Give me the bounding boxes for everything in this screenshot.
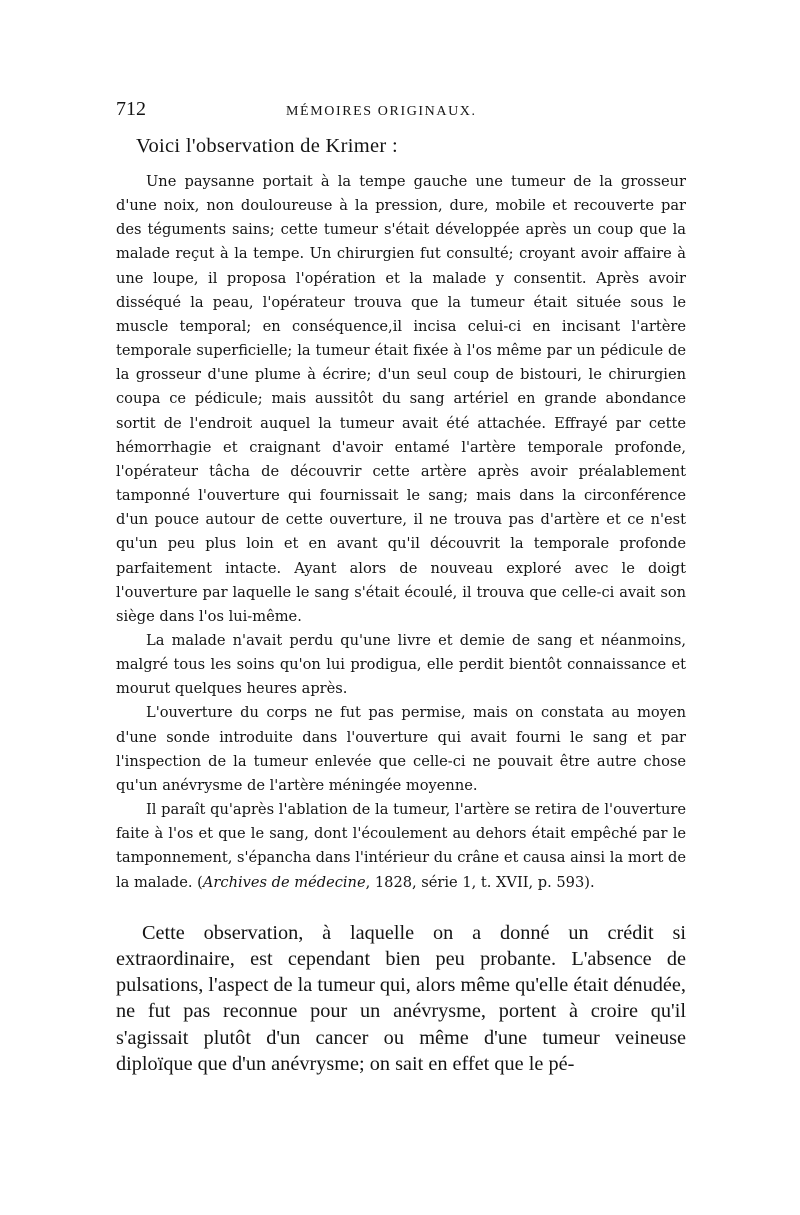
page-number: 712 (116, 98, 146, 120)
citation-title: Archives de médecine (202, 873, 366, 891)
quoted-observation (116, 170, 686, 895)
running-head: MÉMOIRES ORIGINAUX. (286, 104, 477, 119)
quote-paragraph: Une paysanne portait à la tempe gauche une tumeur de la grosseur d'une noix, non douloureuse à la pression, dure, mobile et recouverte par des téguments sains; cette tumeur s'était développée après un coup que la malade reçut à la tempe. Un chirurgien fut consulté; croyant avoir affaire à une loupe, il proposa l'opération et la malade y consentit. Après avoir disséqué la peau, l'opérateur trouva que la tumeur était située sous le muscle temporal; en conséquence,il incisa celui-ci en incisant l'artère temporale superficielle; la tumeur était fixée à l'os même par un pédicule de la grosseur d'une plume à écrire; d'un seul coup de bistouri, le chirurgien coupa ce pédicule; mais aussitôt du sang artériel en grande abondance sortit de l'endroit auquel la tumeur avait été attachée. Effrayé par cette hémorrhagie et craignant d'avoir entamé l'artère temporale profonde, l'opérateur tâcha de découvrir cette artère après avoir préalablement tamponné l'ouverture qui fournissait le sang; mais dans la circonférence d'un pouce autour de cette ouverture, il ne trouva pas d'artère et ce n'est qu'un peu plus loin et en avant qu'il découvrit la temporale profonde parfaitement intacte. Ayant alors de nouveau exploré avec le doigt l'ouverture par laquelle le sang s'était écoulé, il trouva que celle-ci avait son siège dans l'os lui-même. (116, 173, 686, 625)
intro-line: Voici l'observation de Krimer : (136, 135, 398, 157)
commentary (116, 920, 686, 1077)
quote-paragraph: L'ouverture du corps ne fut pas permise, mais on constata au moyen d'une sonde introduite dans l'ouverture qui avait fourni le sang et par l'inspection de la tumeur enlevée que celle-ci ne pouvait être autre chose qu'un anévrysme de l'artère méningée moyenne. (116, 704, 686, 794)
quote-text: Il paraît qu'après l'ablation de la tumeur, l'artère se retira de l'ouverture faite à l'os et que le sang, dont l'écoulement au dehors était empêché par le tamponnement, s'épancha dans l'intérieur du crâne et causa ainsi la mort de la malade. ( (116, 801, 686, 891)
quote-paragraph: La malade n'avait perdu qu'une livre et demie de sang et néanmoins, malgré tous les soins qu'on lui prodigua, elle perdit bientôt connaissance et mourut quelques heures après. (116, 631, 686, 698)
book-page (116, 98, 686, 1077)
quote-paragraph-with-citation (116, 798, 686, 895)
citation-details: , 1828, série 1, t. XVII, p. 593). (365, 873, 595, 891)
commentary-paragraph: Cette observation, à laquelle on a donné un crédit si extraordinaire, est cependant bien peu probante. L'absence de pulsations, l'aspect de la tumeur qui, alors même qu'elle était dénudée, ne fut pas reconnue pour un anévrysme, portent à croire qu'il s'agissait plutôt d'un cancer ou même d'une tumeur veineuse diploïque que d'un anévrysme; on sait en effet que le pé- (116, 921, 686, 1075)
page-header (116, 98, 686, 128)
